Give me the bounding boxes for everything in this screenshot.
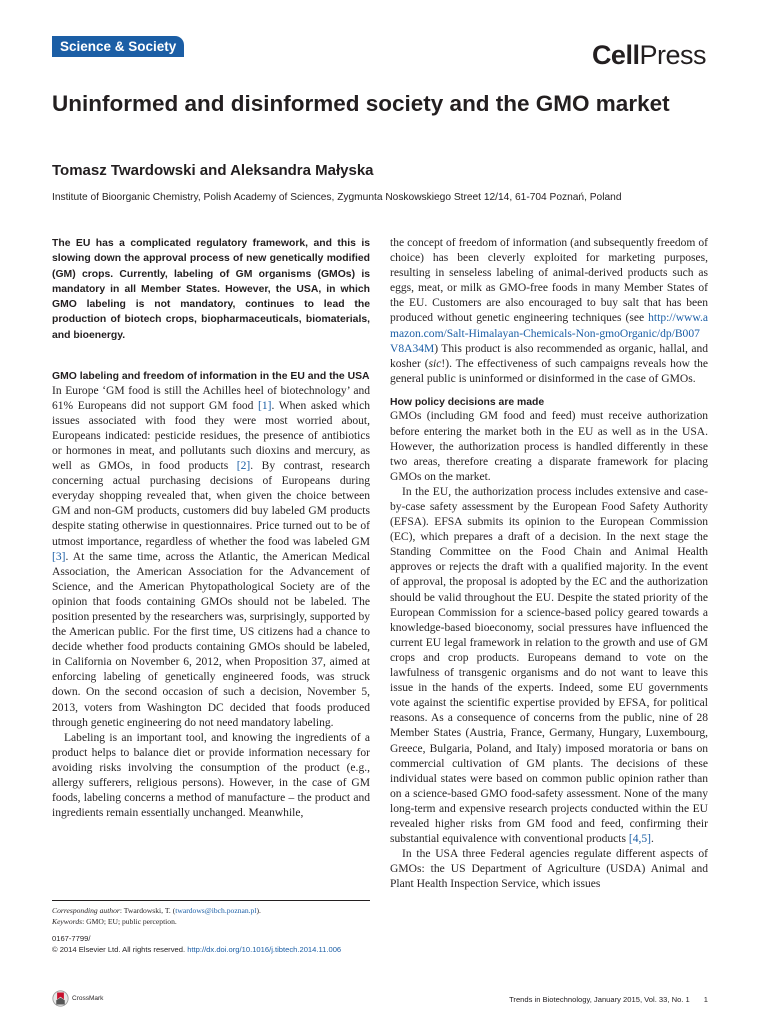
logo-press: Press [639, 40, 706, 70]
reference-link[interactable]: [3] [52, 550, 66, 563]
left-column [52, 236, 370, 821]
email-link[interactable]: twardows@ibch.poznan.pl [175, 906, 257, 915]
text-span: . When asked which issues associated with food they were most worried about, Europeans indicated: pesticide residues, the presence of antibiotics or hormones in meat, and pollutants such dioxins and mercury, as well as GMOs, in food products [52, 399, 371, 473]
text-span: . By contrast, research concerning actual purchasing decisions of Europeans during everyday shopping revealed that, when given the choice between GM and non-GM products, customers did buy labeled GM products despite stating otherwise in questionnaires. Price turned out to be of utmost importance, regardless of whether the food was labeled GM [52, 460, 371, 548]
affiliation: Institute of Bioorganic Chemistry, Polish Academy of Sciences, Zygmunta Noskowskiego Street 12/14, 61-704 Poznań, Poland [52, 192, 622, 203]
amazon-salt-link[interactable]: http://www.amazon.com/Salt-Himalayan-Chemicals-Non-gmoOrganic/dp/B007V8A34M [390, 312, 708, 355]
cellpress-logo [592, 40, 706, 71]
right-column [390, 236, 708, 892]
corresponding-author [52, 906, 370, 917]
crossmark-icon [52, 990, 69, 1007]
journal-citation: Trends in Biotechnology, January 2015, Vol. 33, No. 1 [509, 995, 690, 1004]
keywords-text: : GMO; EU; public perception. [82, 917, 177, 926]
page-number: 1 [703, 995, 708, 1004]
keywords [52, 917, 370, 928]
section-badge: Science & Society [52, 36, 184, 57]
corr-label: Corresponding author [52, 906, 120, 915]
issn: 0167-7799/ [52, 934, 91, 943]
paragraph-freedom-info [390, 236, 708, 387]
section-heading-policy: How policy decisions are made [390, 396, 545, 408]
paragraph-policy-2 [390, 485, 708, 847]
abstract: The EU has a complicated regulatory framework, and this is slowing down the approval process of new genetically modified (GM) crops. Currently, labeling of GM organisms (GMOs) is mandatory in all Member States. However, the USA, in which GMO labeling is not mandatory, continues to lead the production of biotech crops, biopharmaceuticals, biomaterials, and bioenergy. [52, 238, 370, 341]
logo-cell: Cell [591, 40, 640, 70]
paragraph-labeling-1 [52, 384, 370, 731]
doi-link[interactable]: http://dx.doi.org/10.1016/j.tibtech.2014.11.006 [187, 945, 342, 954]
copyright: © 2014 Elsevier Ltd. All rights reserved. [52, 945, 188, 954]
text-span: . At the same time, across the Atlantic, the American Medical Association, the American Association for the Advancement of Science, and the American Phytopathological Society are of the opinion that foods containing GMOs should not be labeled. The position presented by the researchers was, surprisingly, supported by the American public. For the first time, US citizens had a chance to decide whether food products containing GMOs should be labeled, in California on November 6, 2012, when Proposition 37, aimed at enforcing labeling of genetically engineered foods, was struck down. On the second occasion of such a decision, November 5, 2013, voters from Washington DC decided that foods produced through genetic engineering do not need mandatory labeling. [52, 550, 370, 729]
text-span: In the EU, the authorization process includes extensive and case-by-case safety assessment by the European Food Safety Authority (EFSA). EFSA submits its opinion to the European Commission (EC), which prepares a draft of a decision. In the next stage the Standing Committee on the Food Chain and Animal Health approves or rejects the draft with a qualified majority. In the event of approval, the proposal is adopted by the EC and the authorization should be valid throughout the EU. Despite the stated priority of the European Commission for a science-based policy geared towards a knowledge-based bioeconomy, social pressures have influenced the current EU legal framework in relation to the growth and use of GM crops and crop products. Europeans demand to vote on the lawfulness of transgenic organisms and do not want to leave this issue in the hands of the experts. Indeed, some EU governments vote against the scientific expertise provided by EFSA, for political reasons. As a consequence of concerns from the public, nine of 28 Member States (Austria, France, Germany, Hungary, Luxembourg, Greece, Bulgaria, Poland, and Italy) imposed moratoria or bans on commercial cultivation of GM plants. The decisions of these individual states were based on common public opinion rather than on a science-based GMO food-safety assessment. None of the many long-term and expensive research projects conducted within the EU revealed higher risks from GM food and feed, confirming their substantial equivalence with conventional products [390, 485, 708, 846]
reference-link[interactable]: [1] [258, 399, 272, 412]
text-span: ) This product is also recommended as organic, hallal, and kosher ( [390, 342, 708, 370]
author-list: Tomasz Twardowski and Aleksandra Małyska [52, 162, 374, 179]
crossmark-badge[interactable] [52, 990, 103, 1007]
corr-close: ). [256, 906, 261, 915]
copyright-doi [52, 945, 370, 956]
section-heading-labeling: GMO labeling and freedom of information in the EU and the USA [52, 371, 370, 383]
text-span: !). The effectiveness of such campaigns reveals how the general public is uninformed or disinformed in the case of GMOs. [390, 357, 708, 385]
sic-italic: sic [428, 357, 442, 370]
article-title: Uninformed and disinformed society and the GMO market [52, 91, 670, 116]
corr-name: : Twardowski, T. ( [119, 906, 176, 915]
paragraph-policy-3: In the USA three Federal agencies regulate different aspects of GMOs: the US Department of Agriculture (USDA) Animal and Plant Health Inspection Service, which issues [390, 848, 708, 891]
reference-link[interactable]: [4,5] [628, 833, 652, 846]
crossmark-label: CrossMark [72, 995, 104, 1002]
text-span: In Europe ‘GM food is still the Achilles heel of biotechnology’ and 61% Europeans did not support GM food [52, 384, 370, 412]
text-span: the concept of freedom of information (and subsequently freedom of choice) has been cleverly exploited for marketing purposes, resulting in senseless labeling of animal-derived products such as eggs, meat, or milk as GMO-free foods in many Member States of the EU. Customers are also encouraged to buy salt that has been produced without genetic engineering techniques (see [390, 237, 708, 325]
paragraph-policy-1: GMOs (including GM food and feed) must receive authorization before entering the market both in the EU as well as in the USA. However, the authorization process is handled differently in these two areas, therefore creating a disparate framework for placing GMOs on the market. [390, 410, 708, 483]
journal-footer [509, 995, 708, 1004]
reference-link[interactable]: [2] [236, 460, 251, 473]
footnote-divider [52, 900, 370, 901]
keywords-label: Keywords [52, 917, 83, 926]
text-span: . [651, 833, 654, 846]
paragraph-labeling-2: Labeling is an important tool, and knowing the ingredients of a product helps to balance diet or provide information necessary for avoiding risks involving the consumption of the product (e.g., allergy sufferers, religious persons). However, in the case of GM foods, labeling concerns a method of manufacture – the product and ingredients remain essentially unchanged. Meanwhile, [52, 731, 370, 820]
